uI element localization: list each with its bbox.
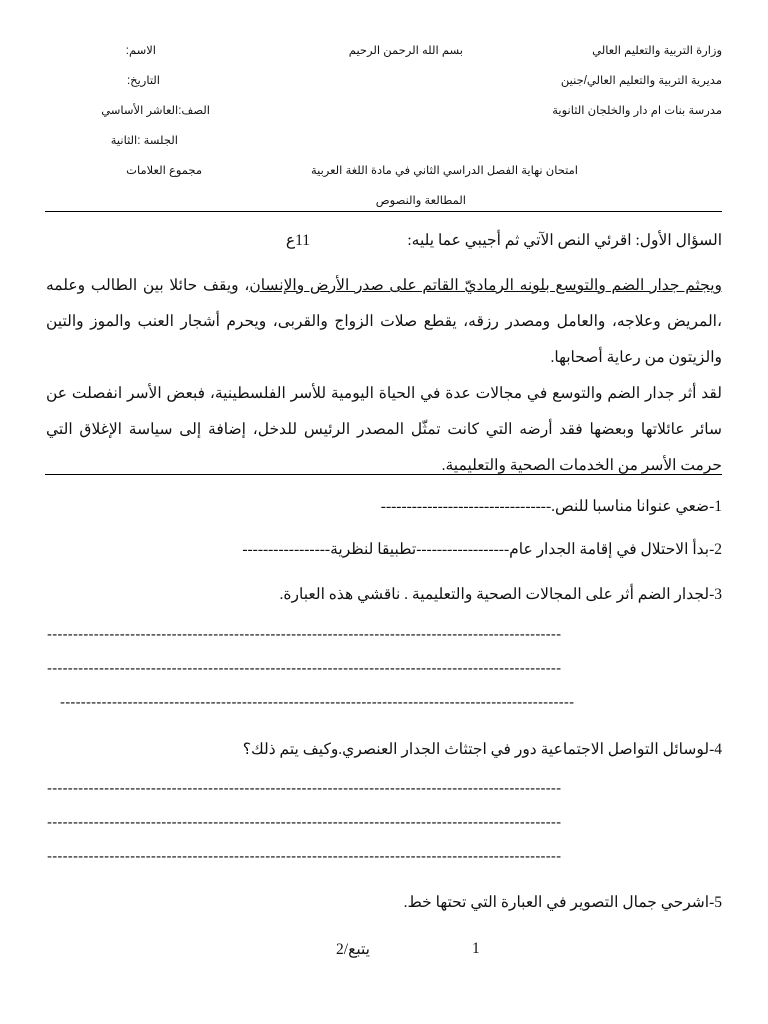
grade-label: الصف:العاشر الأساسي bbox=[101, 105, 210, 117]
page-number: 1 bbox=[472, 940, 480, 957]
school-name: مدرسة بنات ام دار والخلجان الثانوية bbox=[552, 105, 722, 117]
basmala: بسم الله الرحمن الرحيم bbox=[348, 45, 463, 57]
question-item-1 bbox=[381, 497, 722, 516]
question1-marks: 11ع bbox=[285, 232, 310, 249]
answer-line[interactable]: --------------------------------------------------------------------------------------------------- bbox=[47, 814, 562, 831]
answer-line[interactable]: --------------------------------------------------------------------------------------------------- bbox=[60, 694, 575, 711]
question1-heading: السؤال الأول: اقرئي النص الآتي ثم أجيبي عما يليه: bbox=[407, 232, 722, 249]
item-2-text-mid: تطبيقا لنظرية bbox=[330, 541, 417, 558]
item-2-blank-year[interactable]: ------------------ bbox=[416, 541, 510, 558]
continue-note: يتبع/2 bbox=[336, 941, 370, 958]
date-label: التاريخ: bbox=[126, 75, 160, 87]
passage-paragraph-1 bbox=[46, 268, 722, 376]
question-item-2 bbox=[242, 540, 722, 559]
session-label: الجلسة :الثانية bbox=[110, 135, 178, 147]
passage-paragraph-2: لقد أثر جدار الضم والتوسع في مجالات عدة في الحياة اليومية للأسر الفلسطينية، فبعض الأسر انفصلت عن سائر عائلاتها وبعضها فقد أرضه التي كانت تمثّل المصدر الرئيس للدخل، إضافة إلى سياسة الإغلاق التي حرمت الأسر من الخدمات الصحية والتعليمية. bbox=[46, 385, 722, 474]
underlined-phrase: ويجثم جدار الضم والتوسع بلونه الرماديّ القاتم على صدر الأرض والإنسان bbox=[249, 277, 722, 294]
question-item-4: 4-لوسائل التواصل الاجتماعية دور في اجتثاث الجدار العنصري.وكيف يتم ذلك؟ bbox=[242, 741, 722, 758]
item-2-text: 2-بدأ الاحتلال في إقامة الجدار عام bbox=[509, 541, 722, 558]
item-2-blank-theory[interactable]: ----------------- bbox=[242, 541, 331, 558]
total-marks-label: مجموع العلامات bbox=[126, 165, 202, 177]
answer-line[interactable]: --------------------------------------------------------------------------------------------------- bbox=[47, 780, 562, 797]
header-divider bbox=[45, 211, 722, 212]
ministry-name: وزارة التربية والتعليم العالي bbox=[592, 45, 722, 57]
item-1-text: 1-ضعي عنوانا مناسبا للنص. bbox=[551, 498, 722, 515]
directorate-name: مديرية التربية والتعليم العالي/جنين bbox=[560, 75, 722, 87]
answer-line[interactable]: --------------------------------------------------------------------------------------------------- bbox=[47, 848, 562, 865]
exam-title: امتحان نهاية الفصل الدراسي الثاني في مادة اللغة العربية bbox=[310, 165, 578, 177]
question-item-3: 3-لجدار الضم أثر على المجالات الصحية والتعليمية . ناقشي هذه العبارة. bbox=[279, 586, 722, 603]
answer-line[interactable]: --------------------------------------------------------------------------------------------------- bbox=[47, 660, 562, 677]
exam-subject: المطالعة والنصوص bbox=[375, 195, 466, 207]
name-label: الاسم: bbox=[125, 45, 156, 57]
passage-paragraph-1-rest: ، ويقف حائلا بين الطالب وعلمه ،المريض وعلاجه، والعامل ومصدر رزقه، يقطع صلات الزواج والقربى، ويحرم أشجار العنب والموز والتين والزيتون من رعاية أصحابها. bbox=[46, 277, 722, 366]
item-1-blank[interactable]: --------------------------------- bbox=[380, 498, 552, 515]
passage-divider bbox=[45, 474, 722, 475]
answer-line[interactable]: --------------------------------------------------------------------------------------------------- bbox=[47, 626, 562, 643]
question-item-5: 5-اشرحي جمال التصوير في العبارة التي تحتها خط. bbox=[403, 894, 722, 911]
